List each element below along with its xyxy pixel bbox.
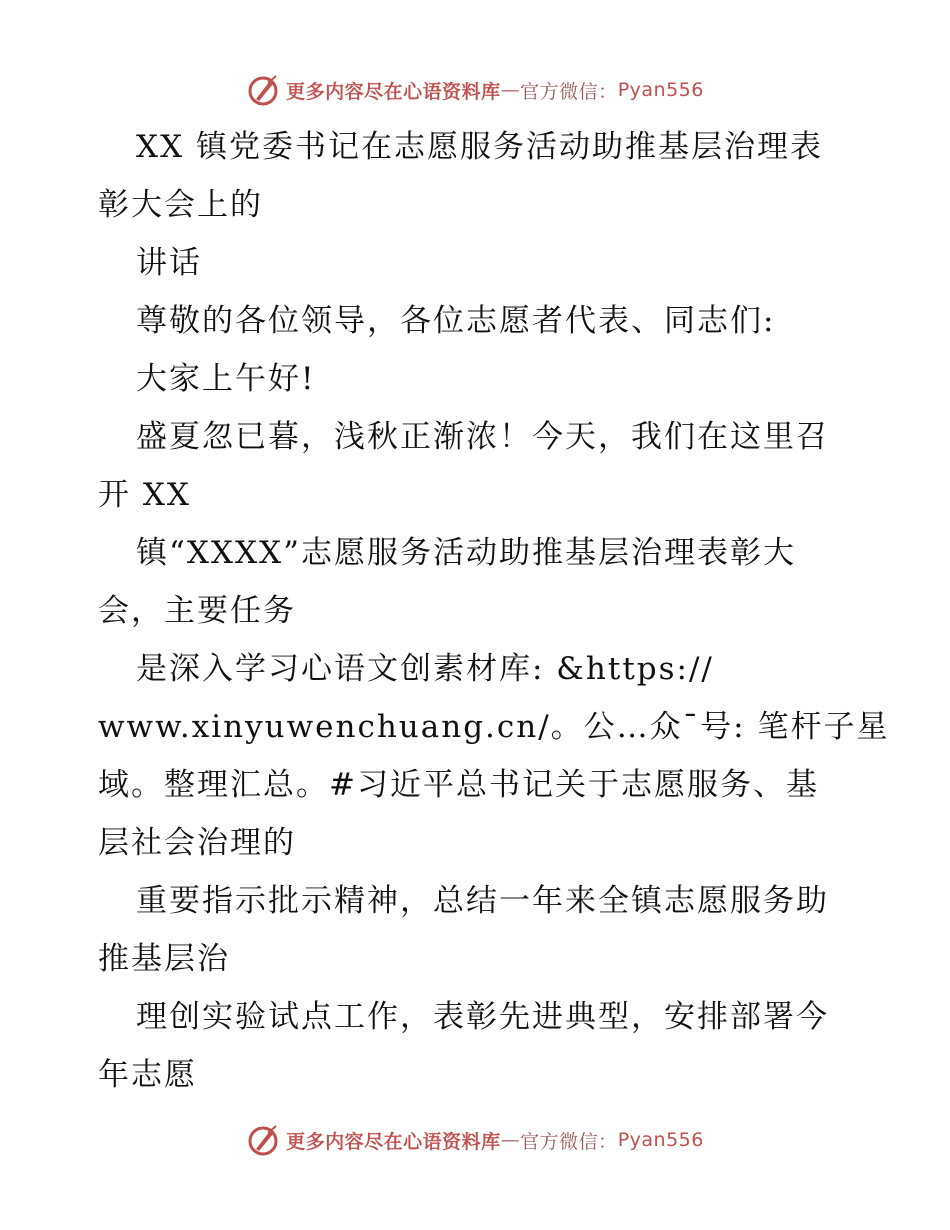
document-body	[98, 118, 888, 1104]
banner-separator: —	[500, 1129, 521, 1151]
text-line: 年志愿	[98, 1057, 197, 1093]
quill-pen-icon	[246, 73, 280, 107]
banner-wechat-id: Pyan556	[617, 79, 704, 101]
text-line: 彰大会上的	[98, 187, 263, 223]
banner-main-text: 更多内容尽在心语资料库	[286, 1130, 501, 1153]
text-line: 理创实验试点工作，表彰先进典型，安排部署今	[136, 999, 829, 1035]
banner-wechat-label: 官方微信：	[520, 1130, 618, 1153]
banner-separator: —	[500, 79, 521, 101]
text-line: XX 镇党委书记在志愿服务活动助推基层治理表	[136, 129, 823, 165]
text-line: 是深入学习心语文创素材库: &https://	[136, 651, 714, 687]
banner-wechat-label: 官方微信：	[520, 80, 618, 103]
text-line: 推基层治	[98, 941, 230, 977]
text-line: 层社会治理的	[98, 825, 296, 861]
text-line: 讲话	[136, 245, 202, 281]
quill-pen-icon	[246, 1123, 280, 1157]
banner-main-text: 更多内容尽在心语资料库	[286, 80, 501, 103]
text-line: 镇“XXXX”志愿服务活动助推基层治理表彰大	[136, 535, 796, 571]
banner-wechat-id: Pyan556	[617, 1129, 704, 1151]
text-line: www.xinyuwenchuang.cn/。公…众¯号: 笔杆子星	[98, 709, 890, 745]
text-line: 大家上午好!	[136, 361, 316, 397]
text-line: 开 XX	[98, 477, 191, 513]
text-line: 尊敬的各位领导，各位志愿者代表、同志们:	[136, 303, 776, 339]
footer-banner	[0, 1120, 950, 1160]
header-banner	[0, 70, 950, 110]
text-line: 重要指示批示精神，总结一年来全镇志愿服务助	[136, 883, 829, 919]
text-line: 盛夏忽已暮，浅秋正渐浓！今天，我们在这里召	[136, 419, 829, 455]
text-line: 会，主要任务	[98, 593, 296, 629]
text-line: 域。整理汇总。#习近平总书记关于志愿服务、基	[98, 767, 819, 803]
